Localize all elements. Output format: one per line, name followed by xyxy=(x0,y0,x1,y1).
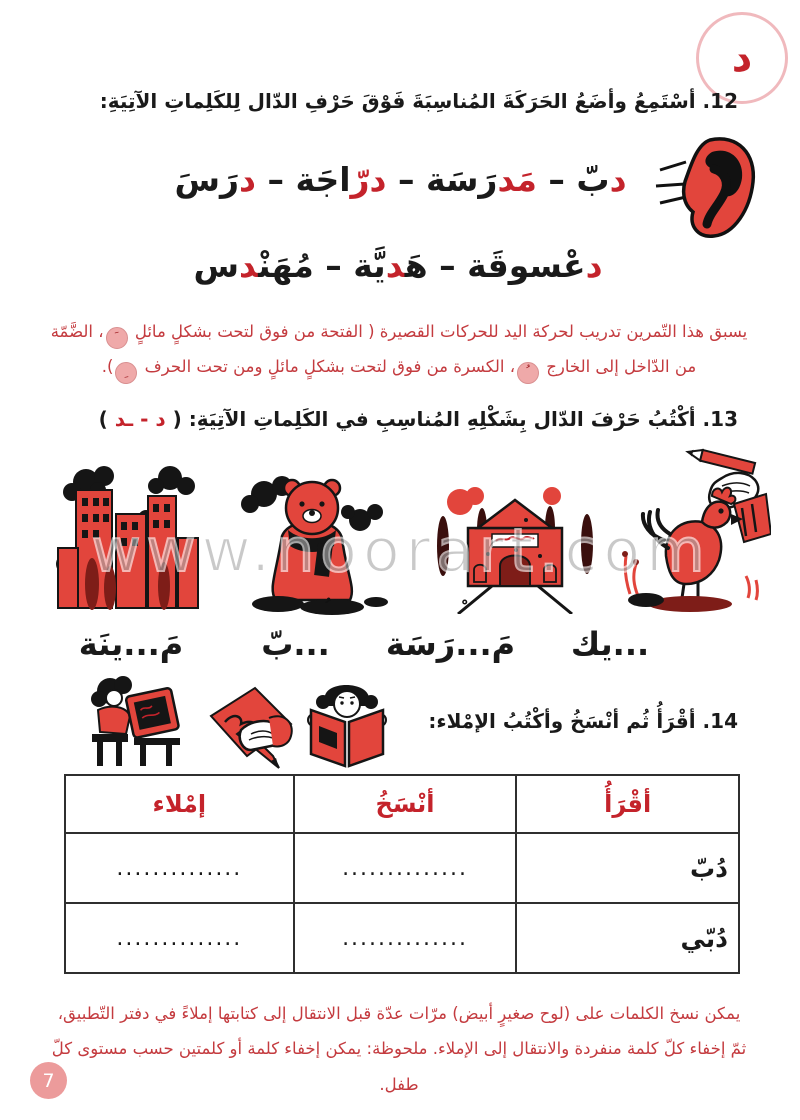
child-writing-at-desk-icon xyxy=(82,676,188,768)
column-header-copy: أنْسَخُ xyxy=(294,775,517,833)
ear-icon xyxy=(652,134,764,242)
damma-mark: ﹸ xyxy=(324,597,332,619)
blank-word-text: ...بّ xyxy=(261,625,330,663)
word-separator: – xyxy=(536,160,577,199)
note-text: ، الكسرة من فوق لتحت بشكلٍ مائلٍ ومن تحت الحرف xyxy=(139,357,516,377)
word-darraja: درّاجَة xyxy=(295,160,387,199)
word-separator: – xyxy=(313,246,354,285)
hand-writing-on-paper-icon xyxy=(203,684,298,770)
child-reading-book-icon xyxy=(303,676,391,768)
read-copy-dictation-table xyxy=(64,774,740,974)
fatha-badge xyxy=(106,327,128,349)
blank-word-dubb xyxy=(243,597,348,674)
read-word: دُبّ xyxy=(516,833,739,903)
page-number: 7 xyxy=(42,1069,55,1092)
blank-word-text: ...يك xyxy=(570,625,650,663)
exercise-12-words-line1 xyxy=(173,146,628,214)
blank-word-madrasa xyxy=(363,599,538,674)
exercise-12-words-line2 xyxy=(188,232,608,300)
table-row xyxy=(65,903,739,973)
lesson-letter: د xyxy=(731,35,753,81)
word-dubb: دبّ xyxy=(576,160,627,199)
blank-word-deek xyxy=(550,614,670,674)
note-text: يسبق هذا التّمرين تدريب لحركة اليد للحركات القصيرة ( الفتحة من فوق لتحت بشكلٍ مائلٍ xyxy=(129,322,748,341)
page-number-badge xyxy=(30,1062,67,1099)
exercise-13-instruction: 13. أكْتُبُ حَرْفَ الدّال بِشَكْلِهِ المُناسِبِ في الكَلِماتِ الآتِيَةِ: ( د - ـد ) xyxy=(98,407,738,431)
table-header-row xyxy=(65,775,739,833)
blank-word-text: مَ...رَسَة xyxy=(385,625,516,663)
read-word: دُبّي xyxy=(516,903,739,973)
note-text: ، الضَّمّة من الدّاخل إلى الخارج xyxy=(50,322,697,377)
kasra-mark: ﹺ xyxy=(124,365,129,381)
table-row xyxy=(65,833,739,903)
sukun-mark: ﹾ xyxy=(461,599,468,621)
column-header-dictation: إمْلاء xyxy=(65,775,294,833)
exercise-14-instruction: 14. أقْرَأُ ثُم أنْسَخُ وأكْتُبُ الإمْلاء: xyxy=(428,709,738,733)
damma-badge xyxy=(517,362,539,384)
dictation-blank: .............. xyxy=(65,833,294,903)
word-separator: – xyxy=(255,160,296,199)
exercise-12-instruction: 12. أسْتَمِعُ وأضَعُ الحَرَكَةَ المُناسِبَةَ فَوْقَ حَرْفِ الدّال لِلكَلِماتِ الآتِيَةِ: xyxy=(99,89,738,113)
word-hadiyya: هَ‍‍ديَّة xyxy=(353,246,428,285)
damma-mark: ﹸ xyxy=(526,365,530,381)
word-dassouqa: دعْسوقَة xyxy=(467,246,603,285)
copy-blank: .............. xyxy=(294,903,517,973)
copy-blank: .............. xyxy=(294,833,517,903)
dictation-blank: .............. xyxy=(65,903,294,973)
blank-word-madina xyxy=(50,614,212,674)
exercise-12-teacher-note xyxy=(48,314,750,385)
word-muhandis: مُهَنْ‍‍دس xyxy=(193,246,314,285)
blank-word-text: مَ...ينَة xyxy=(78,625,184,663)
fatha-mark: ﹶ xyxy=(114,330,119,345)
watermark: www.noorart.com xyxy=(91,516,711,586)
note-text: ). xyxy=(101,357,114,377)
word-madrasa: مَدرَسَة xyxy=(425,160,537,199)
word-darasa: درَسَ xyxy=(174,160,256,199)
word-separator: – xyxy=(386,160,426,199)
footer-teacher-note: يمكن نسخ الكلمات على (لوح صغيرٍ أبيض) مرّات عدّة قبل الانتقال إلى كتابتها إملاءً في دفتر التّطبيق، ثمّ إخفاء كلّ كلمة منفردة والانتقال إلى الإملاء. ملحوظة: يمكن إخفاء كلمة أو كلمتين حسب مستوى كلّ طفل. xyxy=(51,1004,747,1094)
word-separator: – xyxy=(427,246,468,285)
column-header-read: أقْرَأُ xyxy=(516,775,739,833)
kasra-badge xyxy=(115,362,137,384)
